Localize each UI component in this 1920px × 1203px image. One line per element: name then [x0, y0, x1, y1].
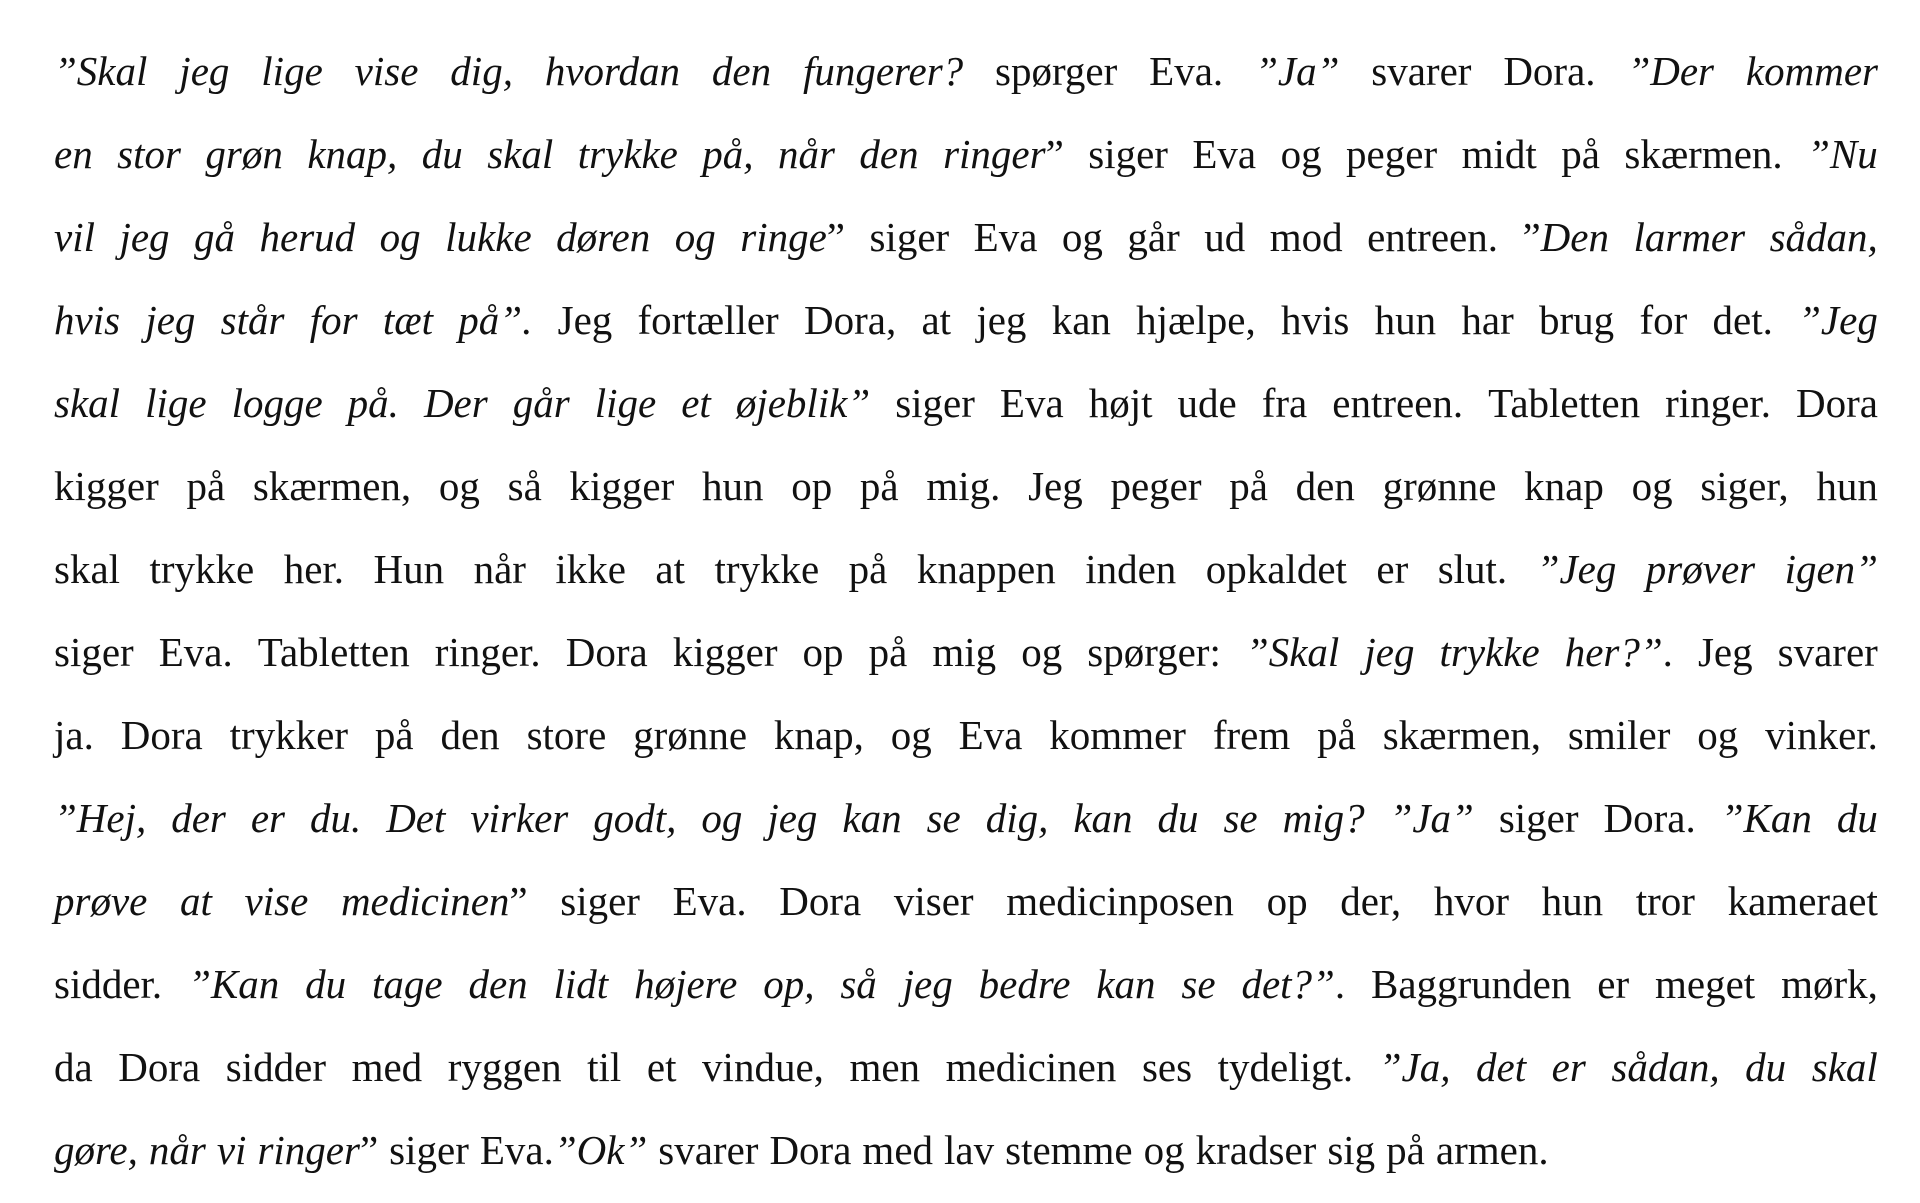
text-line [54, 30, 1878, 113]
word: hun [1541, 878, 1604, 924]
word: og [1061, 214, 1103, 260]
word: svarer [658, 1127, 759, 1173]
word: logge [231, 380, 323, 426]
word: der [171, 795, 226, 841]
word: Dora [769, 1127, 852, 1173]
word: på [1561, 131, 1600, 177]
word: kan [842, 795, 902, 841]
word: og [1143, 1127, 1185, 1173]
word: ringer” [257, 1127, 379, 1173]
word: Eva. [672, 878, 747, 924]
word: trykker [229, 712, 348, 758]
word: det?”. [1241, 961, 1346, 1007]
word: at [921, 297, 952, 343]
word: på [374, 712, 414, 758]
word: smiler [1567, 712, 1671, 758]
word: Jeg [1028, 463, 1083, 509]
word: siger, [1700, 463, 1789, 509]
word: grønne [1382, 463, 1497, 509]
word: kigger [54, 463, 159, 509]
word: hvordan [544, 48, 680, 94]
word: kigger [672, 629, 778, 675]
word: står [220, 297, 285, 343]
word: hvis [54, 297, 121, 343]
word: Eva [999, 380, 1064, 426]
word: knap [1524, 463, 1604, 509]
word: at [655, 546, 686, 592]
word: for [309, 297, 358, 343]
word: frem [1212, 712, 1291, 758]
word: her?”. [1564, 629, 1673, 675]
word: knappen [916, 546, 1056, 592]
word: sådan, [1769, 214, 1878, 260]
word: svarer [1371, 48, 1472, 94]
word: så [507, 463, 542, 509]
word: kan [1073, 795, 1133, 841]
word: den [468, 961, 528, 1007]
word: skærmen. [1624, 131, 1783, 177]
word: ”Den [1522, 214, 1609, 260]
word: op [791, 463, 833, 509]
word: ryggen [447, 1044, 562, 1090]
word: med [862, 1127, 934, 1173]
word: peger [1346, 131, 1438, 177]
word: så [840, 961, 877, 1007]
word: grøn [205, 131, 283, 177]
word: på [868, 629, 908, 675]
word: vise [354, 48, 419, 94]
word: kigger [569, 463, 675, 509]
text-line [54, 445, 1878, 528]
word: godt, [593, 795, 677, 841]
word: sådan, [1611, 1044, 1720, 1090]
word: jeg [179, 48, 230, 94]
word: hun [1374, 297, 1437, 343]
word: her. [283, 546, 345, 592]
word: den [440, 712, 500, 758]
word: op, [763, 961, 815, 1007]
word: ”Kan [188, 961, 280, 1007]
word: inden [1085, 546, 1177, 592]
word: fungerer? [802, 48, 964, 94]
word: mod [1269, 214, 1343, 260]
word: siger [560, 878, 640, 924]
word: kan [1096, 961, 1156, 1007]
word: da [54, 1044, 93, 1090]
word: meget [1655, 961, 1756, 1007]
word: virker [470, 795, 569, 841]
word: ringe” [740, 214, 845, 260]
word: tydeligt. [1217, 1044, 1354, 1090]
text-line [54, 694, 1878, 777]
word: den [859, 131, 919, 177]
word: Dora [118, 1044, 201, 1090]
word: medicinen [945, 1044, 1117, 1090]
word: ”Ja, [1378, 1044, 1451, 1090]
word: kameraet [1727, 878, 1878, 924]
word: sig [1327, 1127, 1376, 1173]
word: på, [702, 131, 754, 177]
text-line [54, 611, 1878, 694]
word: et [646, 1044, 677, 1090]
word: ”Jeg [1798, 297, 1878, 343]
word: ses [1141, 1044, 1193, 1090]
word: lige [594, 380, 657, 426]
word: op [1266, 878, 1308, 924]
word: ”Nu [1807, 131, 1878, 177]
word: lav [944, 1127, 995, 1173]
word: du [421, 131, 463, 177]
word: tage [371, 961, 443, 1007]
text-line [54, 362, 1878, 445]
word: sidder. [54, 961, 163, 1007]
word: gå [194, 214, 236, 260]
word: ”Skal [54, 48, 148, 94]
word: Dora. [1503, 48, 1596, 94]
word: og [379, 214, 421, 260]
word: siger [54, 629, 134, 675]
text-line [54, 1026, 1878, 1109]
word: ja. [54, 712, 94, 758]
word: op [802, 629, 844, 675]
word: gøre, [54, 1127, 138, 1173]
word: armen. [1435, 1127, 1549, 1173]
word: vil [54, 214, 95, 260]
word: trykke [149, 546, 255, 592]
word: et [681, 380, 711, 426]
word: kan [1051, 297, 1111, 343]
word: er [1597, 961, 1630, 1007]
word: trykke [577, 131, 678, 177]
word: Der [423, 380, 488, 426]
word: ringer” [943, 131, 1064, 177]
word: trykke [1439, 629, 1540, 675]
word: ”Ja” [1389, 795, 1474, 841]
text-line [54, 1109, 1878, 1192]
word: vindue, [702, 1044, 824, 1090]
word: siger [1088, 131, 1168, 177]
word: Tabletten [257, 629, 410, 675]
word: er [1376, 546, 1409, 592]
document-page [54, 30, 1878, 1192]
word: knap, [307, 131, 398, 177]
word: Eva [958, 712, 1023, 758]
word: midt [1461, 131, 1537, 177]
word: du [1836, 795, 1878, 841]
word: der, [1340, 878, 1402, 924]
word: sidder [225, 1044, 326, 1090]
word: kommer [1049, 712, 1186, 758]
word: du [1745, 1044, 1787, 1090]
word: se [1223, 795, 1258, 841]
word: Dora [779, 878, 862, 924]
word: når [148, 1127, 206, 1173]
word: øjeblik” [735, 380, 871, 426]
word: jeg [976, 297, 1027, 343]
word: grønne [633, 712, 748, 758]
word: at [180, 878, 212, 924]
word: på [1229, 463, 1268, 509]
word: skal [54, 546, 121, 592]
word: skærmen, [252, 463, 412, 509]
word: lidt [553, 961, 609, 1007]
word: spørger: [1087, 629, 1221, 675]
word: for [1639, 297, 1688, 343]
word: mørk, [1781, 961, 1878, 1007]
word: en [54, 131, 93, 177]
word: vise [244, 878, 309, 924]
word: kradser [1195, 1127, 1317, 1173]
word: skærmen, [1382, 712, 1542, 758]
word: Jeg [1697, 629, 1753, 675]
word: ”Ja” [1255, 48, 1340, 94]
word: Dora, [803, 297, 897, 343]
paragraph [54, 30, 1878, 1192]
word: ”Skal [1245, 629, 1340, 675]
word: og [1021, 629, 1063, 675]
word: dig, [450, 48, 513, 94]
word: vinker. [1765, 712, 1878, 758]
word: ”Kan [1720, 795, 1812, 841]
word: larmer [1633, 214, 1746, 260]
word: på”. [458, 297, 533, 343]
word: dig, [985, 795, 1049, 841]
word: du. [309, 795, 362, 841]
word: lukke [445, 214, 532, 260]
word: på [859, 463, 899, 509]
word: trykke [714, 546, 820, 592]
word: medicinposen [1006, 878, 1234, 924]
word: slut. [1437, 546, 1508, 592]
word: igen” [1784, 546, 1878, 592]
word: Eva [973, 214, 1038, 260]
word: Eva. [158, 629, 233, 675]
word: lige [145, 380, 207, 426]
word: entreen. [1367, 214, 1498, 260]
text-line [54, 777, 1878, 860]
word: jeg [1364, 629, 1415, 675]
word: brug [1539, 297, 1615, 343]
word: prøve [54, 878, 148, 924]
word: mig. [926, 463, 1001, 509]
word: opkaldet [1205, 546, 1347, 592]
word: på [1317, 712, 1356, 758]
text-line [54, 860, 1878, 943]
word: har [1461, 297, 1514, 343]
word: hjælpe, [1136, 297, 1256, 343]
word: skal [487, 131, 554, 177]
word: er [250, 795, 285, 841]
word: se [1181, 961, 1216, 1007]
word: men [849, 1044, 921, 1090]
word: Dora [1796, 380, 1878, 426]
word: mig [932, 629, 997, 675]
word: Eva [1192, 131, 1257, 177]
word: stemme [1005, 1127, 1133, 1173]
word: går [1127, 214, 1180, 260]
word: og [890, 712, 932, 758]
word: siger [895, 380, 975, 426]
word: Eva. [479, 1127, 554, 1173]
word: og [1697, 712, 1739, 758]
word: Dora [120, 712, 203, 758]
word: og [674, 214, 716, 260]
word: spørger [995, 48, 1118, 94]
text-line [54, 943, 1878, 1026]
word: Dora. [1603, 795, 1696, 841]
word: jeg [767, 795, 818, 841]
word: den [711, 48, 772, 94]
word: herud [259, 214, 356, 260]
word: hvor [1433, 878, 1509, 924]
word: Jeg [557, 297, 613, 343]
word: peger [1110, 463, 1202, 509]
word: du [1157, 795, 1199, 841]
word: Det [386, 795, 446, 841]
word: Eva. [1149, 48, 1224, 94]
word: når [778, 131, 835, 177]
word: jeg [145, 297, 196, 343]
text-line [54, 196, 1878, 279]
word: svarer [1777, 629, 1878, 675]
word: på [1386, 1127, 1425, 1173]
word: bedre [978, 961, 1071, 1007]
word: og [1280, 131, 1322, 177]
word: entreen. [1332, 380, 1464, 426]
word: ringer. [1665, 380, 1772, 426]
text-line [54, 279, 1878, 362]
word: med [351, 1044, 423, 1090]
word: og [701, 795, 743, 841]
word: går [512, 380, 570, 426]
word: medicinen” [340, 878, 528, 924]
word: skal [54, 380, 121, 426]
word: du [305, 961, 347, 1007]
text-line [54, 113, 1878, 196]
word: fortæller [637, 297, 779, 343]
word: Dora [565, 629, 648, 675]
word: hun [701, 463, 764, 509]
word: højere [634, 961, 738, 1007]
word: kommer [1745, 48, 1878, 94]
word: ”Ok” [553, 1127, 648, 1173]
word: jeg [119, 214, 170, 260]
word: Baggrunden [1370, 961, 1572, 1007]
word: store [526, 712, 607, 758]
word: ude [1177, 380, 1237, 426]
word: hun [1816, 463, 1878, 509]
text-line [54, 528, 1878, 611]
word: tæt [382, 297, 434, 343]
word: skal [1811, 1044, 1878, 1090]
word: når [473, 546, 526, 592]
word: fra [1261, 380, 1308, 426]
word: højt [1088, 380, 1153, 426]
word: se [926, 795, 961, 841]
word: er [1551, 1044, 1586, 1090]
word: den [1295, 463, 1355, 509]
word: og [438, 463, 480, 509]
word: døren [556, 214, 651, 260]
word: hvis [1281, 297, 1350, 343]
word: på [848, 546, 888, 592]
word: mig? [1282, 795, 1365, 841]
word: siger [1498, 795, 1579, 841]
word: på. [347, 380, 399, 426]
word: lige [261, 48, 323, 94]
word: ringer. [434, 629, 541, 675]
word: ud [1204, 214, 1246, 260]
word: og [1631, 463, 1673, 509]
word: det [1476, 1044, 1527, 1090]
word: stor [117, 131, 181, 177]
word: jeg [902, 961, 953, 1007]
word: vi [216, 1127, 247, 1173]
word: til [587, 1044, 622, 1090]
word: ”Hej, [54, 795, 147, 841]
word: Hun [373, 546, 445, 592]
word: ”Der [1627, 48, 1715, 94]
word: siger [869, 214, 950, 260]
word: viser [893, 878, 974, 924]
word: det. [1712, 297, 1773, 343]
word: Tabletten [1488, 380, 1641, 426]
word: ”Jeg [1536, 546, 1617, 592]
word: ikke [555, 546, 626, 592]
word: tror [1635, 878, 1695, 924]
word: siger [389, 1127, 469, 1173]
word: prøver [1645, 546, 1756, 592]
word: på [186, 463, 226, 509]
word: knap, [773, 712, 864, 758]
